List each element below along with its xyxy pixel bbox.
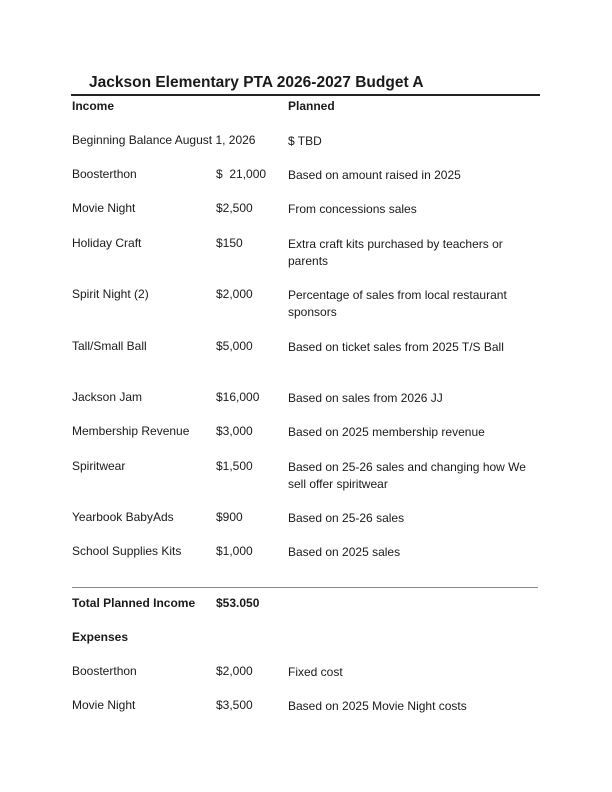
row-note: Fixed cost (288, 665, 343, 679)
row-label: Spiritwear (72, 459, 126, 473)
row-note: Based on 25-26 sales and changing how We sell offer spiritwear (288, 460, 526, 491)
row-note: Based on 2025 sales (288, 545, 401, 559)
row-note: Percentage of sales from local restaurant sponsors (288, 288, 507, 319)
row-label: Boosterthon (72, 664, 137, 678)
row-label: Movie Night (72, 698, 136, 712)
document-title: Jackson Elementary PTA 2026-2027 Budget A (89, 74, 424, 91)
title-underline (71, 94, 540, 96)
row-label: Movie Night (72, 201, 136, 215)
row-amount: $2,500 (216, 201, 253, 215)
row-label: Beginning Balance August 1, 2026 (72, 133, 256, 147)
total-label: Total Planned Income (72, 596, 196, 610)
row-amount: $150 (216, 236, 243, 250)
row-label: Boosterthon (72, 167, 137, 181)
row-label: Spirit Night (2) (72, 287, 149, 301)
row-label: Tall/Small Ball (72, 339, 147, 353)
row-amount: $2,000 (216, 664, 253, 678)
total-amount: $53.050 (216, 596, 260, 610)
row-note: Based on sales from 2026 JJ (288, 391, 443, 405)
row-label: Holiday Craft (72, 236, 142, 250)
row-note: Based on 2025 membership revenue (288, 425, 485, 439)
row-note: From concessions sales (288, 202, 417, 216)
row-label: Jackson Jam (72, 390, 143, 404)
row-amount: $3,500 (216, 698, 253, 712)
row-label: School Supplies Kits (72, 544, 182, 558)
row-amount: $3,000 (216, 424, 253, 438)
row-amount: $5,000 (216, 339, 253, 353)
planned-column-header: Planned (288, 99, 335, 113)
row-amount: $ 21,000 (216, 167, 267, 181)
row-amount: $1,000 (216, 544, 253, 558)
row-label: Yearbook BabyAds (72, 510, 174, 524)
row-note: Extra craft kits purchased by teachers or parents (288, 237, 503, 268)
row-note: Based on ticket sales from 2025 T/S Ball (288, 340, 504, 354)
row-label: Membership Revenue (72, 424, 190, 438)
row-amount: $900 (216, 510, 243, 524)
row-note: $ TBD (288, 134, 322, 148)
row-note: Based on 25-26 sales (288, 511, 405, 525)
income-column-header: Income (72, 99, 115, 113)
section-divider (72, 587, 538, 588)
row-note: Based on amount raised in 2025 (288, 168, 461, 182)
row-amount: $1,500 (216, 459, 253, 473)
expenses-heading: Expenses (72, 630, 129, 644)
row-note: Based on 2025 Movie Night costs (288, 699, 467, 713)
row-amount: $2,000 (216, 287, 253, 301)
row-amount: $16,000 (216, 390, 260, 404)
